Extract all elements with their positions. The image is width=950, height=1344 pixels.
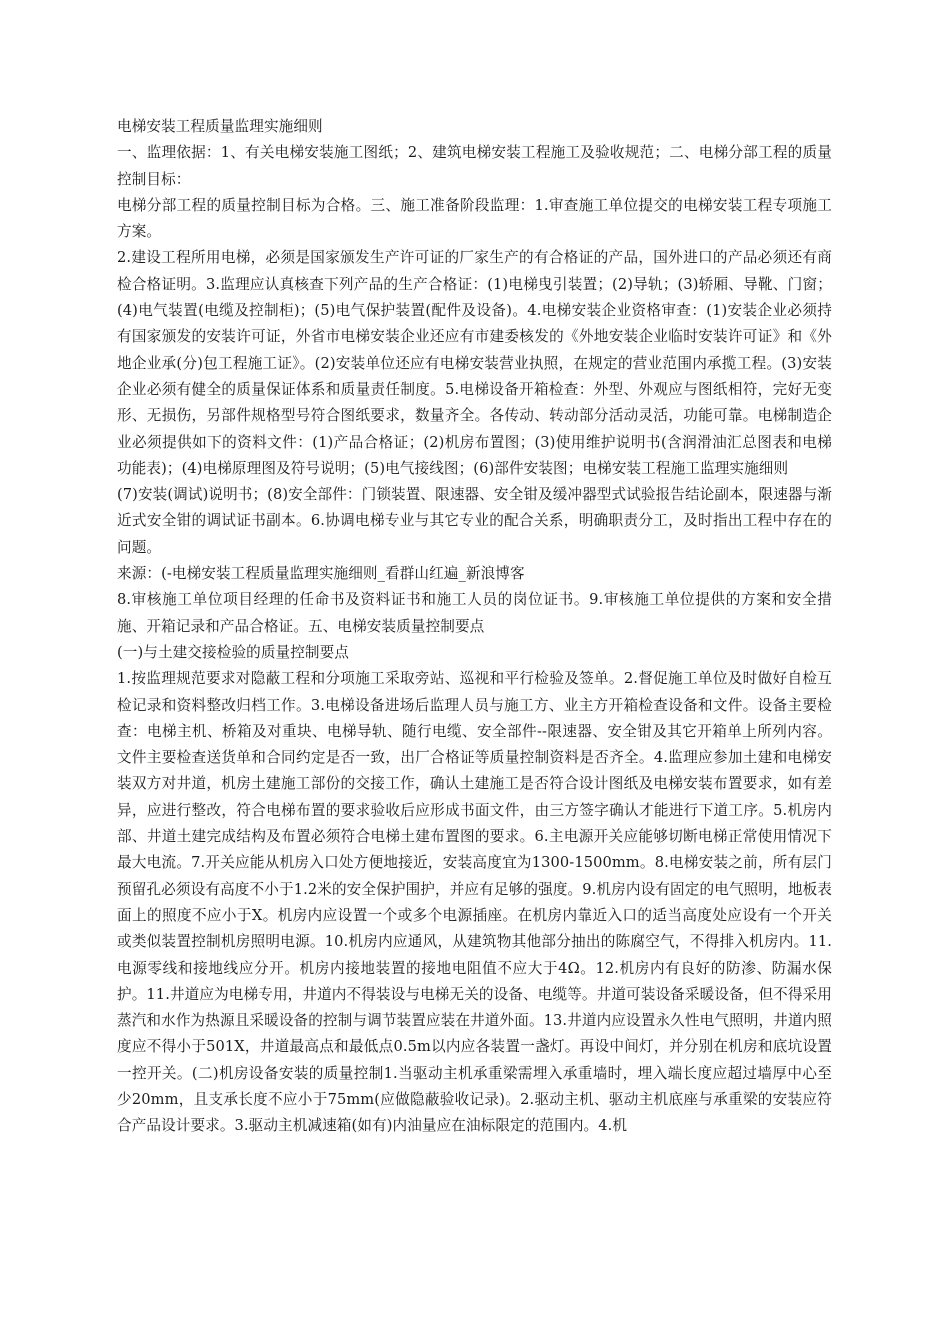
paragraph-control-points: 1.按监理规范要求对隐蔽工程和分项施工采取旁站、巡视和平行检验及签单。2.督促施工单位及时做好自检互检记录和资料整改归档工作。3.电梯设备进场后监理人员与施工方、业主方开箱检查设备和文件。设备主要检查：电梯主机、桥箱及对重块、电梯导轨、随行电缆、安全部件--限速器、安全钳及其它开箱单上所列内容。文件主要检查送货单和合同约定是否一致，出厂合格证等质量控制资料是否齐全。4.监理应参加土建和电梯安装双方对井道，机房土建施工部份的交接工作，确认土建施工是否符合设计图纸及电梯安装布置要求，如有差异，应进行整改，符合电梯布置的要求验收后应形成书面文件，由三方签字确认才能进行下道工序。5.机房内部、井道土建完成结构及布置必须符合电梯土建布置图的要求。6.主电源开关应能够切断电梯正常使用情况下最大电流。7.开关应能从机房入口处方便地接近，安装高度宜为1300-1500mm。8.电梯安装之前，所有层门预留孔必须设有高度不小于1.2米的安全保护围护，并应有足够的强度。9.机房内设有固定的电气照明，地板表面上的照度不应小于X。机房内应设置一个或多个电源插座。在机房内靠近入口的适当高度处应设有一个开关或类似装置控制机房照明电源。10.机房内应通风，从建筑物其他部分抽出的陈腐空气，不得排入机房内。11.电源零线和接地线应分开。机房内接地装置的接地电阻值不应大于4Ω。12.机房内有良好的防渗、防漏水保护。11.井道应为电梯专用，井道内不得装设与电梯无关的设备、电缆等。井道可装设备采暖设备，但不得采用蒸汽和水作为热源且采暖设备的控制与调节装置应装在井道外面。13.井道内应设置永久性电气照明，井道内照度应不得小于501X，井道最高点和最低点0.5m以内应各装置一盏灯。再设中间灯，并分别在机房和底坑设置一控开关。(二)机房设备安装的质量控制1.当驱动主机承重梁需埋入承重墙时，埋入端长度应超过墙厚中心至少20mm，且支承长度不应小于75mm(应做隐蔽验收记录)。2.驱动主机、驱动主机底座与承重梁的安装应符合产品设计要求。3.驱动主机减速箱(如有)内油量应在油标限定的范围内。4.机 (117, 670, 832, 1135)
paragraph-basis: 一、监理依据：1、有关电梯安装施工图纸；2、建筑电梯安装工程施工及验收规范；二、电梯分部工程的质量控制目标： (117, 144, 832, 188)
paragraph-review: 8.审核施工单位项目经理的任命书及资料证书和施工人员的岗位证书。9.审核施工单位提供的方案和安全措施、开箱记录和产品合格证。五、电梯安装质量控制要点 (117, 591, 832, 635)
paragraph-preparation: 2.建设工程所用电梯，必须是国家颁发生产许可证的厂家生产的有合格证的产品，国外进口的产品必须还有商检合格证明。3.监理应认真核查下列产品的生产合格证：(1)电梯曳引装置；(2)导轨；(3)轿厢、导靴、门窗；(4)电气装置(电缆及控制柜)；(5)电气保护装置(配件及设备)。4.电梯安装企业资格审查：(1)安装企业必须持有国家颁发的安装许可证，外省市电梯安装企业还应有市建委核发的《外地安装企业临时安装许可证》和《外地企业承(分)包工程施工证》。(2)安装单位还应有电梯安装营业执照，在规定的营业范围内承揽工程。(3)安装企业必须有健全的质量保证体系和质量责任制度。5.电梯设备开箱检查：外型、外观应与图纸相符，完好无变形、无损伤，另部件规格型号符合图纸要求，数量齐全。各传动、转动部分活动灵活，功能可靠。电梯制造企业必须提供如下的资料文件：(1)产品合格证；(2)机房布置图；(3)使用维护说明书(含润滑油汇总图表和电梯功能表)；(4)电梯原理图及符号说明；(5)电气接线图；(6)部件安装图；电梯安装工程施工监理实施细则 (117, 249, 832, 477)
document-title: 电梯安装工程质量监理实施细则 (117, 118, 323, 135)
section-heading-civil-handover: (一)与土建交接检验的质量控制要点 (117, 643, 349, 661)
paragraph-target: 电梯分部工程的质量控制目标为合格。三、施工准备阶段监理：1.审查施工单位提交的电梯安装工程专项施工方案。 (117, 196, 832, 241)
paragraph-documents: (7)安装(调试)说明书；(8)安全部件：门锁装置、限速器、安全钳及缓冲器型式试验报告结论副本，限速器与渐近式安全钳的调试证书副本。6.协调电梯专业与其它专业的配合关系，明确职责分工，及时指出工程中存在的问题。 (117, 486, 832, 556)
document-body (117, 114, 832, 1140)
paragraph-source: 来源：(-电梯安装工程质量监理实施细则_看群山红遍_新浪博客 (117, 565, 525, 583)
